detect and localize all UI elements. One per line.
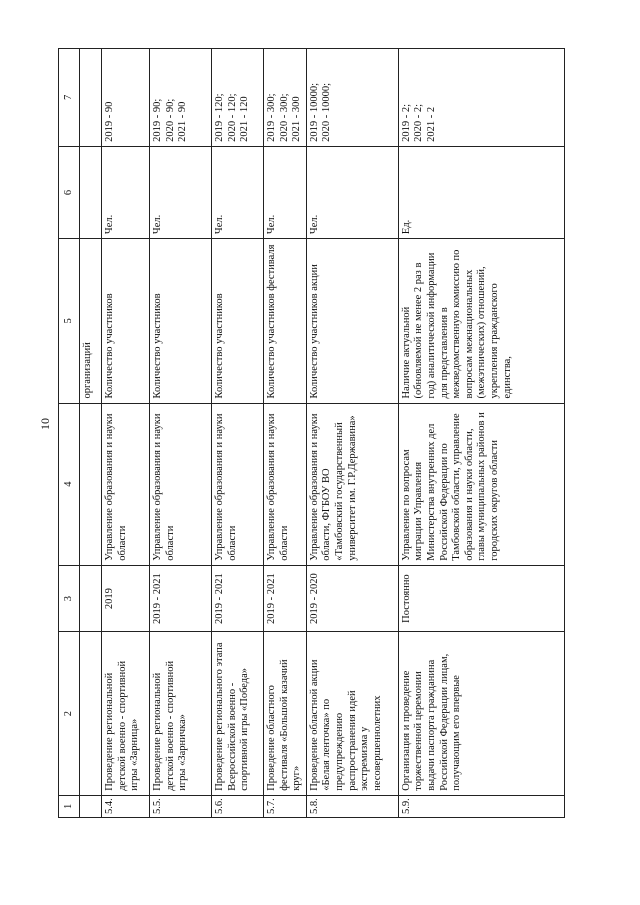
- period-cell: 2019 - 2021: [150, 565, 212, 632]
- table-row: [102, 49, 150, 818]
- value-line: 2019 - 90;: [152, 98, 163, 142]
- indicator-cell: Количество участников акции: [306, 239, 398, 403]
- values-cell: [102, 49, 150, 147]
- unit-cell: Чел.: [150, 146, 212, 238]
- page-number: 10: [38, 418, 52, 430]
- row-number: 5.5.: [150, 795, 212, 817]
- value-line: 2020 - 120;: [226, 93, 238, 142]
- header-cell: 2: [59, 632, 80, 795]
- table-cell: [80, 565, 102, 632]
- values-cell: [150, 49, 212, 147]
- value-line: 2019 - 2;: [400, 103, 412, 142]
- value-line: 2021 - 300: [291, 96, 303, 142]
- header-cell: 4: [59, 403, 80, 565]
- indicator-cell: Количество участников: [212, 239, 264, 403]
- value-line: 2020 - 90;: [164, 98, 176, 142]
- header-row: [59, 49, 80, 818]
- executor-cell: Управление по вопросам миграции Управления Министерства внутренних дел Российской Федерации по Тамбовской области, управление образования и науки области, главы муниципальных районов и городских округов области: [398, 403, 564, 565]
- unit-cell: Чел.: [102, 146, 150, 238]
- table-row: [306, 49, 398, 818]
- header-cell: 5: [59, 239, 80, 403]
- value-line: 2019 - 10000;: [308, 82, 320, 142]
- unit-cell: Ед.: [398, 146, 564, 238]
- indicator-cell: Количество участников фестиваля: [264, 239, 307, 403]
- unit-cell: Чел.: [264, 146, 307, 238]
- row-number: 5.9.: [398, 795, 564, 817]
- event-cell: Проведение региональной детской военно - спортивной игры «Зарничка»: [150, 632, 212, 795]
- period-cell: 2019 - 2021: [212, 565, 264, 632]
- table-cell: [80, 632, 102, 795]
- period-cell: Постоянно: [398, 565, 564, 632]
- values-cell: [212, 49, 264, 147]
- indicator-cell: Количество участников: [150, 239, 212, 403]
- value-line: 2020 - 10000;: [321, 82, 333, 142]
- row-number: 5.6.: [212, 795, 264, 817]
- events-table: [58, 48, 565, 818]
- table-cell: [80, 146, 102, 238]
- event-cell: Проведение областной акции «Белая ленточка» по предупреждению распространения идей экстремизма у несовершеннолетних: [306, 632, 398, 795]
- executor-cell: Управление образования и науки области, ФГБОУ ВО «Тамбовский государственный университет им. Г.Р.Державина»: [306, 403, 398, 565]
- indicator-cell: Количество участников: [102, 239, 150, 403]
- table-row: [212, 49, 264, 818]
- executor-cell: Управление образования и науки области: [102, 403, 150, 565]
- event-cell: Проведение областного фестиваля «Большой казачий круг»: [264, 632, 307, 795]
- event-cell: Проведение регионального этапа Всероссийской военно - спортивной игры «Победа»: [212, 632, 264, 795]
- header-cell: 7: [59, 49, 80, 147]
- value-line: 2020 - 300;: [278, 93, 290, 142]
- value-line: 2021 - 90: [177, 101, 189, 142]
- event-cell: Организация и проведение торжественной церемонии выдачи паспорта гражданина Российской Федерации лицам, получающим его впервые: [398, 632, 564, 795]
- header-cell: 6: [59, 146, 80, 238]
- unit-cell: Чел.: [212, 146, 264, 238]
- row-number: 5.4.: [102, 795, 150, 817]
- rotated-table-container: [58, 48, 588, 818]
- period-cell: 2019 - 2020: [306, 565, 398, 632]
- period-cell: 2019 - 2021: [264, 565, 307, 632]
- table-row: [150, 49, 212, 818]
- value-line: 2019 - 300;: [266, 93, 277, 142]
- row-number: 5.7.: [264, 795, 307, 817]
- continuation-row: [80, 49, 102, 818]
- value-line: 2021 - 2: [425, 106, 437, 142]
- value-line: 2020 - 2;: [413, 103, 425, 142]
- event-cell: Проведение региональной детской военно - спортивной игры «Зарница»: [102, 632, 150, 795]
- table-cell: [80, 403, 102, 565]
- values-cell: [398, 49, 564, 147]
- value-line: 2021 - 120: [239, 96, 251, 142]
- period-cell: 2019: [102, 565, 150, 632]
- value-line: 2019 - 90: [104, 101, 115, 142]
- header-cell: 3: [59, 565, 80, 632]
- values-cell: [264, 49, 307, 147]
- executor-cell: Управление образования и науки области: [150, 403, 212, 565]
- values-cell: [306, 49, 398, 147]
- table-cell: [80, 795, 102, 817]
- header-cell: 1: [59, 795, 80, 817]
- executor-cell: Управление образования и науки области: [264, 403, 307, 565]
- table-row: [398, 49, 564, 818]
- table-cell: [80, 49, 102, 147]
- table-cell: организаций: [80, 239, 102, 403]
- indicator-cell: Наличие актуальной (обновляемой не менее 2 раз в год) аналитической информации для представления в межведомственную комиссию по вопросам межнациональных (межэтнических) отношений, укрепления гражданского единства,: [398, 239, 564, 403]
- unit-cell: Чел.: [306, 146, 398, 238]
- table-row: [264, 49, 307, 818]
- executor-cell: Управление образования и науки области: [212, 403, 264, 565]
- value-line: 2019 - 120;: [214, 93, 225, 142]
- row-number: 5.8.: [306, 795, 398, 817]
